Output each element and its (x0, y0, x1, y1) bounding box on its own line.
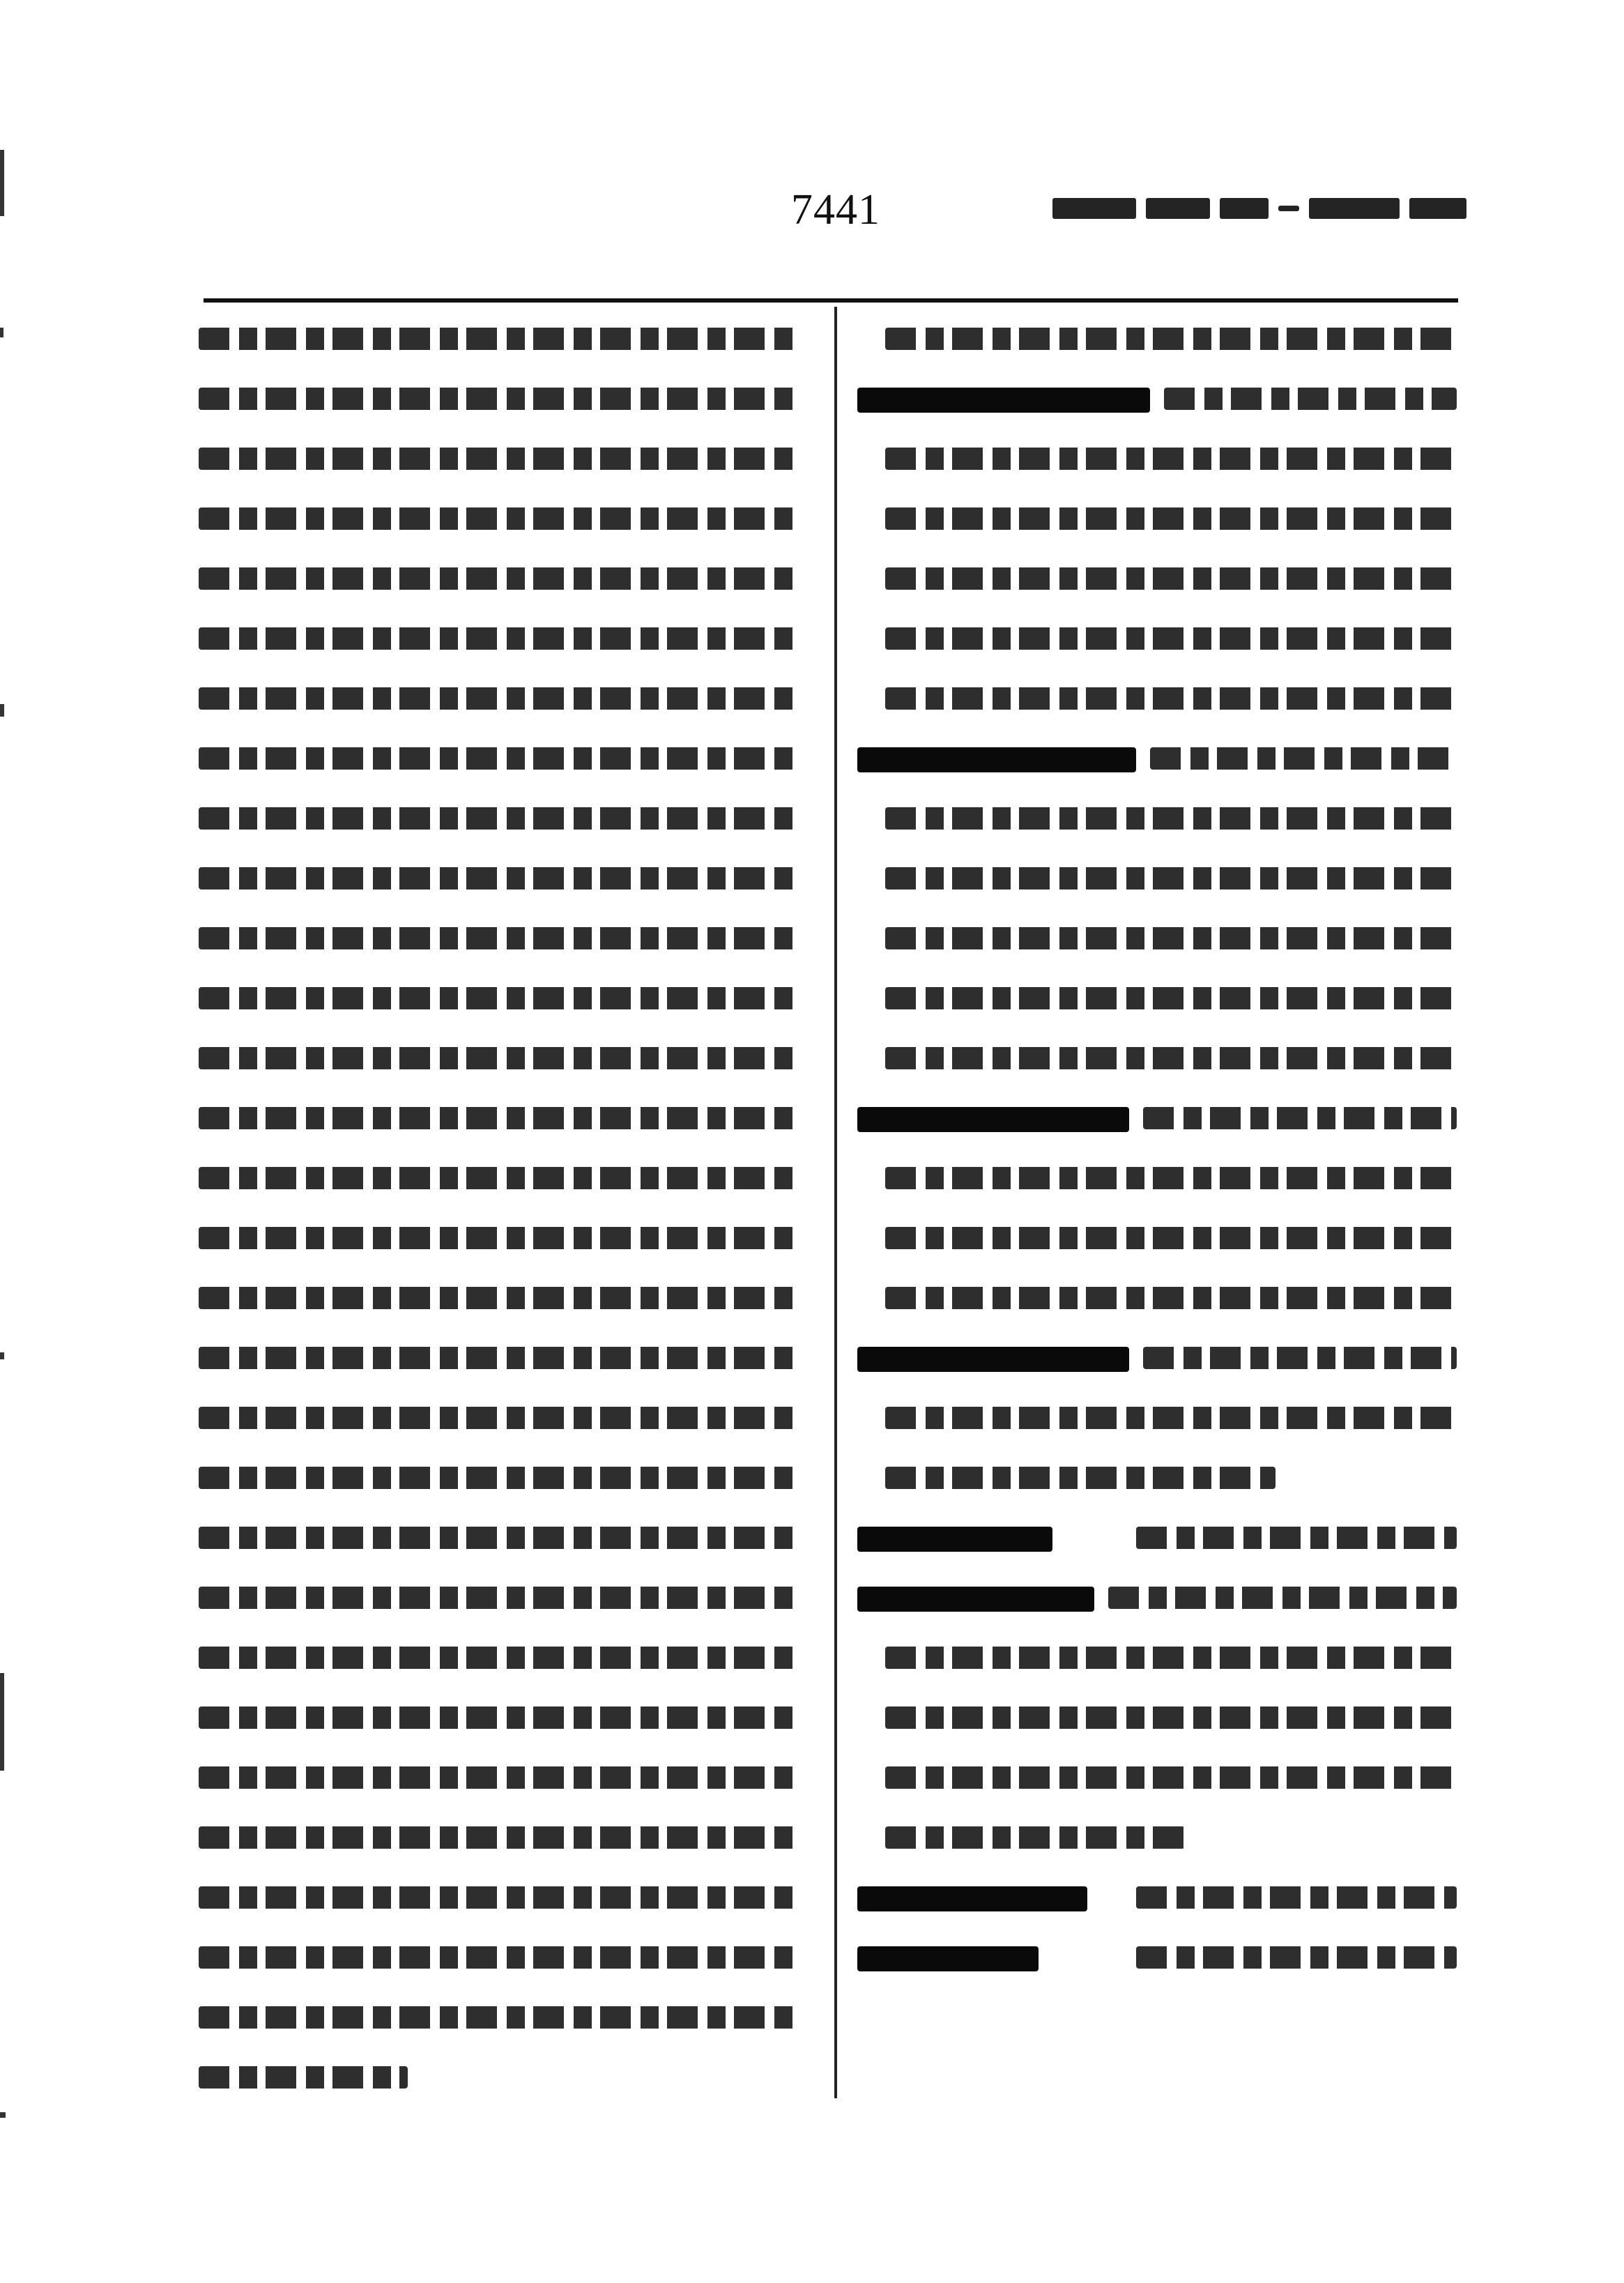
entry-heading (857, 388, 1150, 413)
text-line (199, 867, 798, 889)
text-line (199, 1107, 798, 1129)
text-line (885, 807, 1457, 830)
text-line (885, 927, 1457, 949)
text-line (199, 1886, 798, 1909)
text-line (885, 1047, 1457, 1069)
page-number: 7441 (791, 186, 880, 234)
text-line (199, 927, 798, 949)
text-line (885, 1287, 1457, 1309)
header-segment (1309, 198, 1400, 219)
header-segment (1409, 198, 1466, 219)
text-line (199, 1706, 798, 1729)
text-line (199, 2066, 408, 2089)
text-line (885, 987, 1457, 1009)
text-line (1164, 388, 1457, 410)
text-line (1143, 1347, 1457, 1369)
text-line (199, 627, 798, 650)
entry-heading (857, 1347, 1129, 1372)
text-line (199, 1647, 798, 1669)
entry-heading (857, 747, 1136, 772)
text-line (885, 1826, 1185, 1849)
text-line (199, 1527, 798, 1549)
left-column (199, 328, 812, 2084)
text-line (885, 1467, 1276, 1489)
text-line (1150, 747, 1457, 770)
text-line (199, 448, 798, 470)
text-line (885, 328, 1457, 350)
scan-edge-mark (0, 704, 4, 717)
text-line (199, 1946, 798, 1969)
text-line (199, 328, 798, 350)
text-line (1136, 1946, 1457, 1969)
text-line (885, 448, 1457, 470)
text-line (199, 1287, 798, 1309)
entry-heading (857, 1946, 1039, 1971)
column-divider (834, 307, 837, 2098)
header-rule (204, 298, 1458, 303)
text-line (885, 1766, 1457, 1789)
text-line (1108, 1587, 1457, 1609)
text-line (885, 687, 1457, 710)
text-line (885, 507, 1457, 530)
text-line (199, 1766, 798, 1789)
text-line (885, 867, 1457, 889)
header-segment (1220, 198, 1269, 219)
text-line (199, 1587, 798, 1609)
scan-edge-mark (0, 2112, 6, 2118)
header-segment (1052, 198, 1136, 219)
entry-heading (857, 1107, 1129, 1132)
right-column (857, 328, 1471, 2084)
entry-heading (857, 1886, 1087, 1911)
text-line (199, 1347, 798, 1369)
text-line (885, 1227, 1457, 1249)
text-line (199, 1826, 798, 1849)
text-line (199, 987, 798, 1009)
text-line (885, 1407, 1457, 1429)
text-line (199, 1467, 798, 1489)
text-line (885, 1647, 1457, 1669)
scan-edge-mark (0, 1673, 4, 1771)
text-line (199, 567, 798, 590)
text-line (1136, 1527, 1457, 1549)
text-line (199, 507, 798, 530)
text-line (199, 747, 798, 770)
text-line (1136, 1886, 1457, 1909)
text-line (199, 1227, 798, 1249)
header-dash (1278, 206, 1299, 211)
text-line (199, 388, 798, 410)
entry-heading (857, 1527, 1052, 1552)
scan-edge-mark (0, 150, 4, 216)
header-segment (1146, 198, 1210, 219)
entry-heading (857, 1587, 1094, 1612)
text-line (199, 1407, 798, 1429)
text-line (885, 1706, 1457, 1729)
text-line (199, 2006, 798, 2029)
text-line (199, 687, 798, 710)
text-line (199, 807, 798, 830)
scan-edge-mark (0, 328, 3, 337)
text-line (885, 567, 1457, 590)
text-line (885, 627, 1457, 650)
text-line (1143, 1107, 1457, 1129)
scan-edge-mark (0, 1352, 4, 1359)
text-line (885, 1167, 1457, 1189)
text-line (199, 1047, 798, 1069)
running-header (1052, 188, 1471, 229)
text-line (199, 1167, 798, 1189)
